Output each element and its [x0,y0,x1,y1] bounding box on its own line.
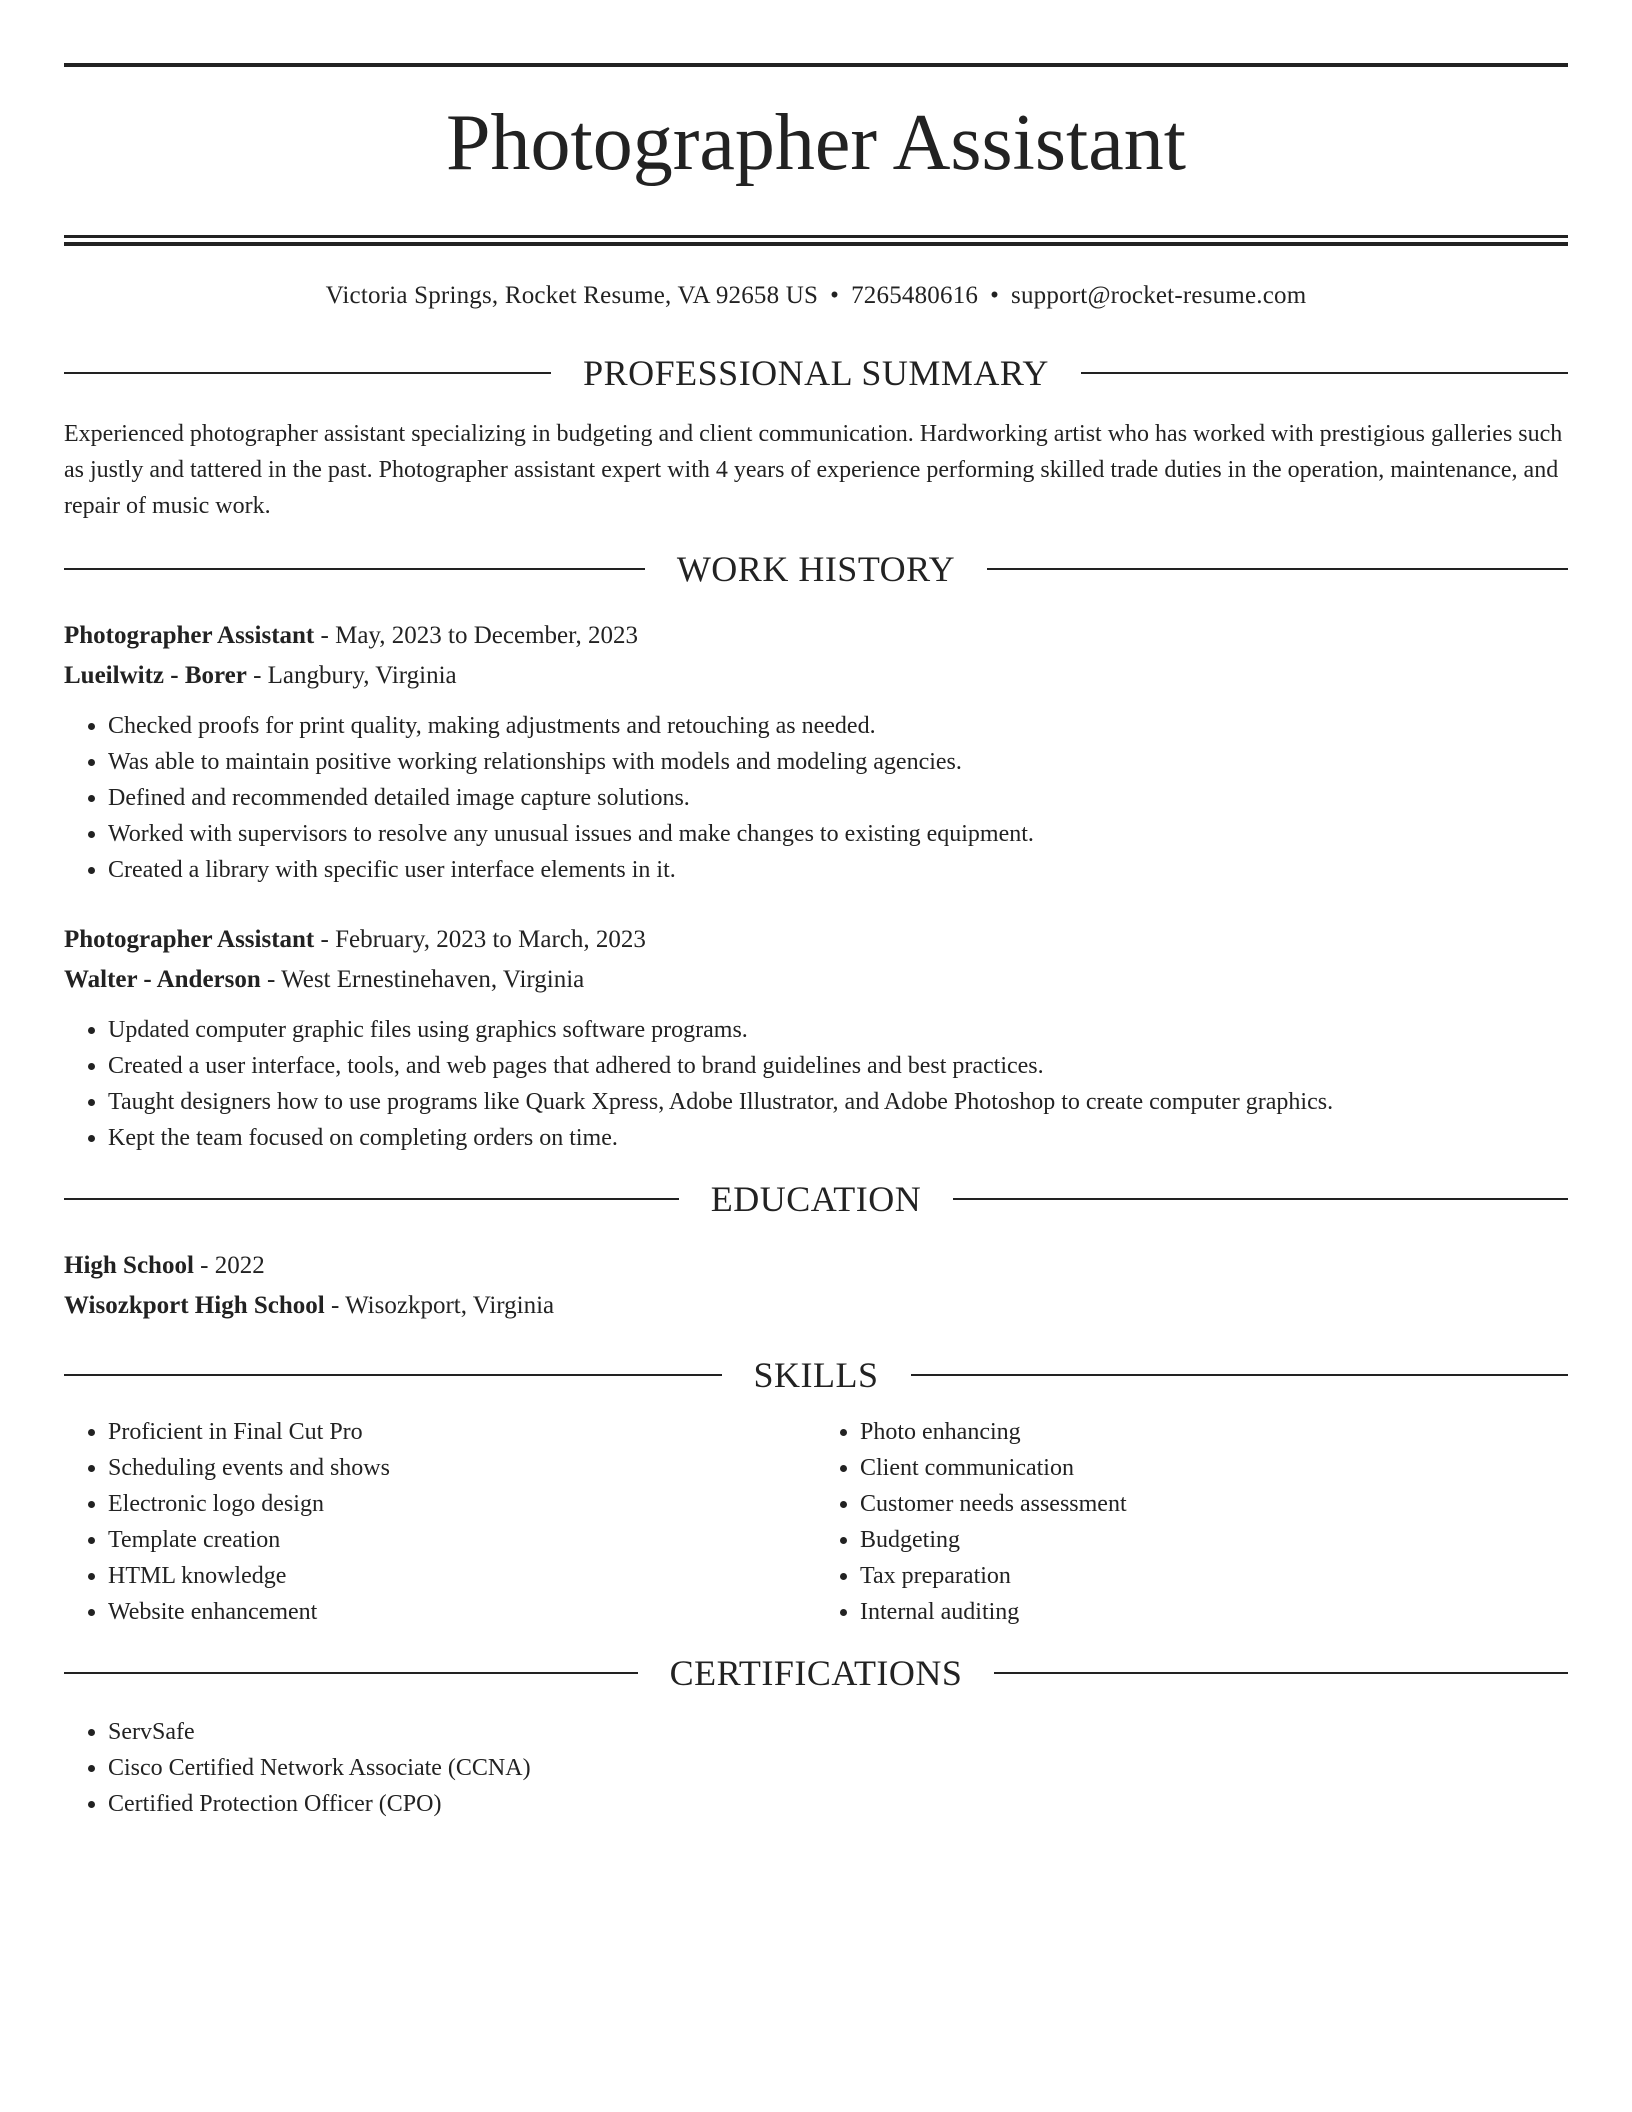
heading-rule [64,1374,722,1376]
list-item: • Created a user interface, tools, and web pages that adhered to brand guidelines and best practices. [108,1048,1568,1084]
education-entry [64,1246,1568,1326]
job-dates: - February, 2023 to March, 2023 [314,926,646,953]
list-item: • Cisco Certified Network Associate (CCNA) [108,1750,1568,1786]
job-title: Photographer Assistant [64,926,315,953]
heading-rule [64,1672,638,1674]
section-heading-label: CERTIFICATIONS [669,1653,963,1693]
skills-list-left [64,1414,816,1630]
list-item: • Photo enhancing [860,1414,1568,1450]
job-entry [64,616,1568,888]
heading-rule [64,372,551,374]
education-school-line [64,1286,1568,1326]
heading-rule [994,1672,1568,1674]
job-duties-list [64,1012,1568,1156]
section-heading-label: EDUCATION [710,1179,922,1219]
job-company-line [64,960,1568,1000]
section-heading-summary [64,352,1568,394]
list-item: • Certified Protection Officer (CPO) [108,1786,1568,1822]
list-item: • Was able to maintain positive working relationships with models and modeling agencies. [108,744,1568,780]
list-item: • Internal auditing [860,1594,1568,1630]
list-item: • Template creation [108,1522,816,1558]
heading-rule [1081,372,1568,374]
heading-rule [64,568,645,570]
contact-email: support@rocket-resume.com [1011,282,1307,309]
list-item: • Website enhancement [108,1594,816,1630]
job-title: Photographer Assistant [64,622,315,649]
heading-rule [911,1374,1569,1376]
skills-list-right [816,1414,1568,1630]
top-rule [64,63,1568,67]
education-school: Wisozkport High School [64,1292,325,1319]
list-item: • Created a library with specific user interface elements in it. [108,852,1568,888]
list-item: • Checked proofs for print quality, making adjustments and retouching as needed. [108,708,1568,744]
list-item: • ServSafe [108,1714,1568,1750]
list-item: • Budgeting [860,1522,1568,1558]
list-item: • Proficient in Final Cut Pro [108,1414,816,1450]
contact-phone: 7265480616 [851,282,979,309]
contact-address: Victoria Springs, Rocket Resume, VA 92658 US [325,282,819,309]
education-location: - Wisozkport, Virginia [324,1292,555,1319]
resume-title: Photographer Assistant [446,99,1186,187]
list-item: • Kept the team focused on completing orders on time. [108,1120,1568,1156]
list-item: • Electronic logo design [108,1486,816,1522]
job-company-line [64,656,1568,696]
section-heading-skills [64,1354,1568,1396]
education-year: - 2022 [193,1252,265,1279]
title-double-rule [64,235,1568,246]
heading-rule [64,1198,679,1200]
summary-text: Experienced photographer assistant specializing in budgeting and client communication. Hardworking artist who has worked with prestigious galleries such as justly and tattered in the past. Photographer assistant expert with 4 years of experience performing skilled trade duties in the operation, maintenance, and repair of music work. [64,421,1563,519]
contact-line [64,282,1568,316]
skills-columns [64,1414,1568,1630]
list-item: • Scheduling events and shows [108,1450,816,1486]
list-item: • Taught designers how to use programs like Quark Xpress, Adobe Illustrator, and Adobe Photoshop to create computer graphics. [108,1084,1568,1120]
certifications-list [64,1714,1568,1822]
section-heading-certifications [64,1652,1568,1694]
job-title-line [64,920,1568,960]
list-item: • HTML knowledge [108,1558,816,1594]
list-item: • Updated computer graphic files using graphics software programs. [108,1012,1568,1048]
job-location: - Langbury, Virginia [246,662,457,689]
job-company: Lueilwitz - Borer [64,662,247,689]
job-duties-list [64,708,1568,888]
job-company: Walter - Anderson [64,966,261,993]
list-item: • Tax preparation [860,1558,1568,1594]
section-heading-work-history [64,548,1568,590]
contact-separator: • [990,282,1000,309]
section-heading-label: WORK HISTORY [676,549,956,589]
list-item: • Defined and recommended detailed image capture solutions. [108,780,1568,816]
section-heading-label: SKILLS [753,1355,879,1395]
job-location: - West Ernestinehaven, Virginia [260,966,585,993]
education-degree: High School [64,1252,194,1279]
section-heading-label: PROFESSIONAL SUMMARY [583,353,1049,393]
job-title-line [64,616,1568,656]
job-dates: - May, 2023 to December, 2023 [314,622,638,649]
list-item: • Worked with supervisors to resolve any unusual issues and make changes to existing equipment. [108,816,1568,852]
job-entry [64,920,1568,1156]
heading-rule [953,1198,1568,1200]
heading-rule [987,568,1568,570]
list-item: • Client communication [860,1450,1568,1486]
list-item: • Customer needs assessment [860,1486,1568,1522]
section-heading-education [64,1178,1568,1220]
education-degree-line [64,1246,1568,1286]
contact-separator: • [830,282,840,309]
